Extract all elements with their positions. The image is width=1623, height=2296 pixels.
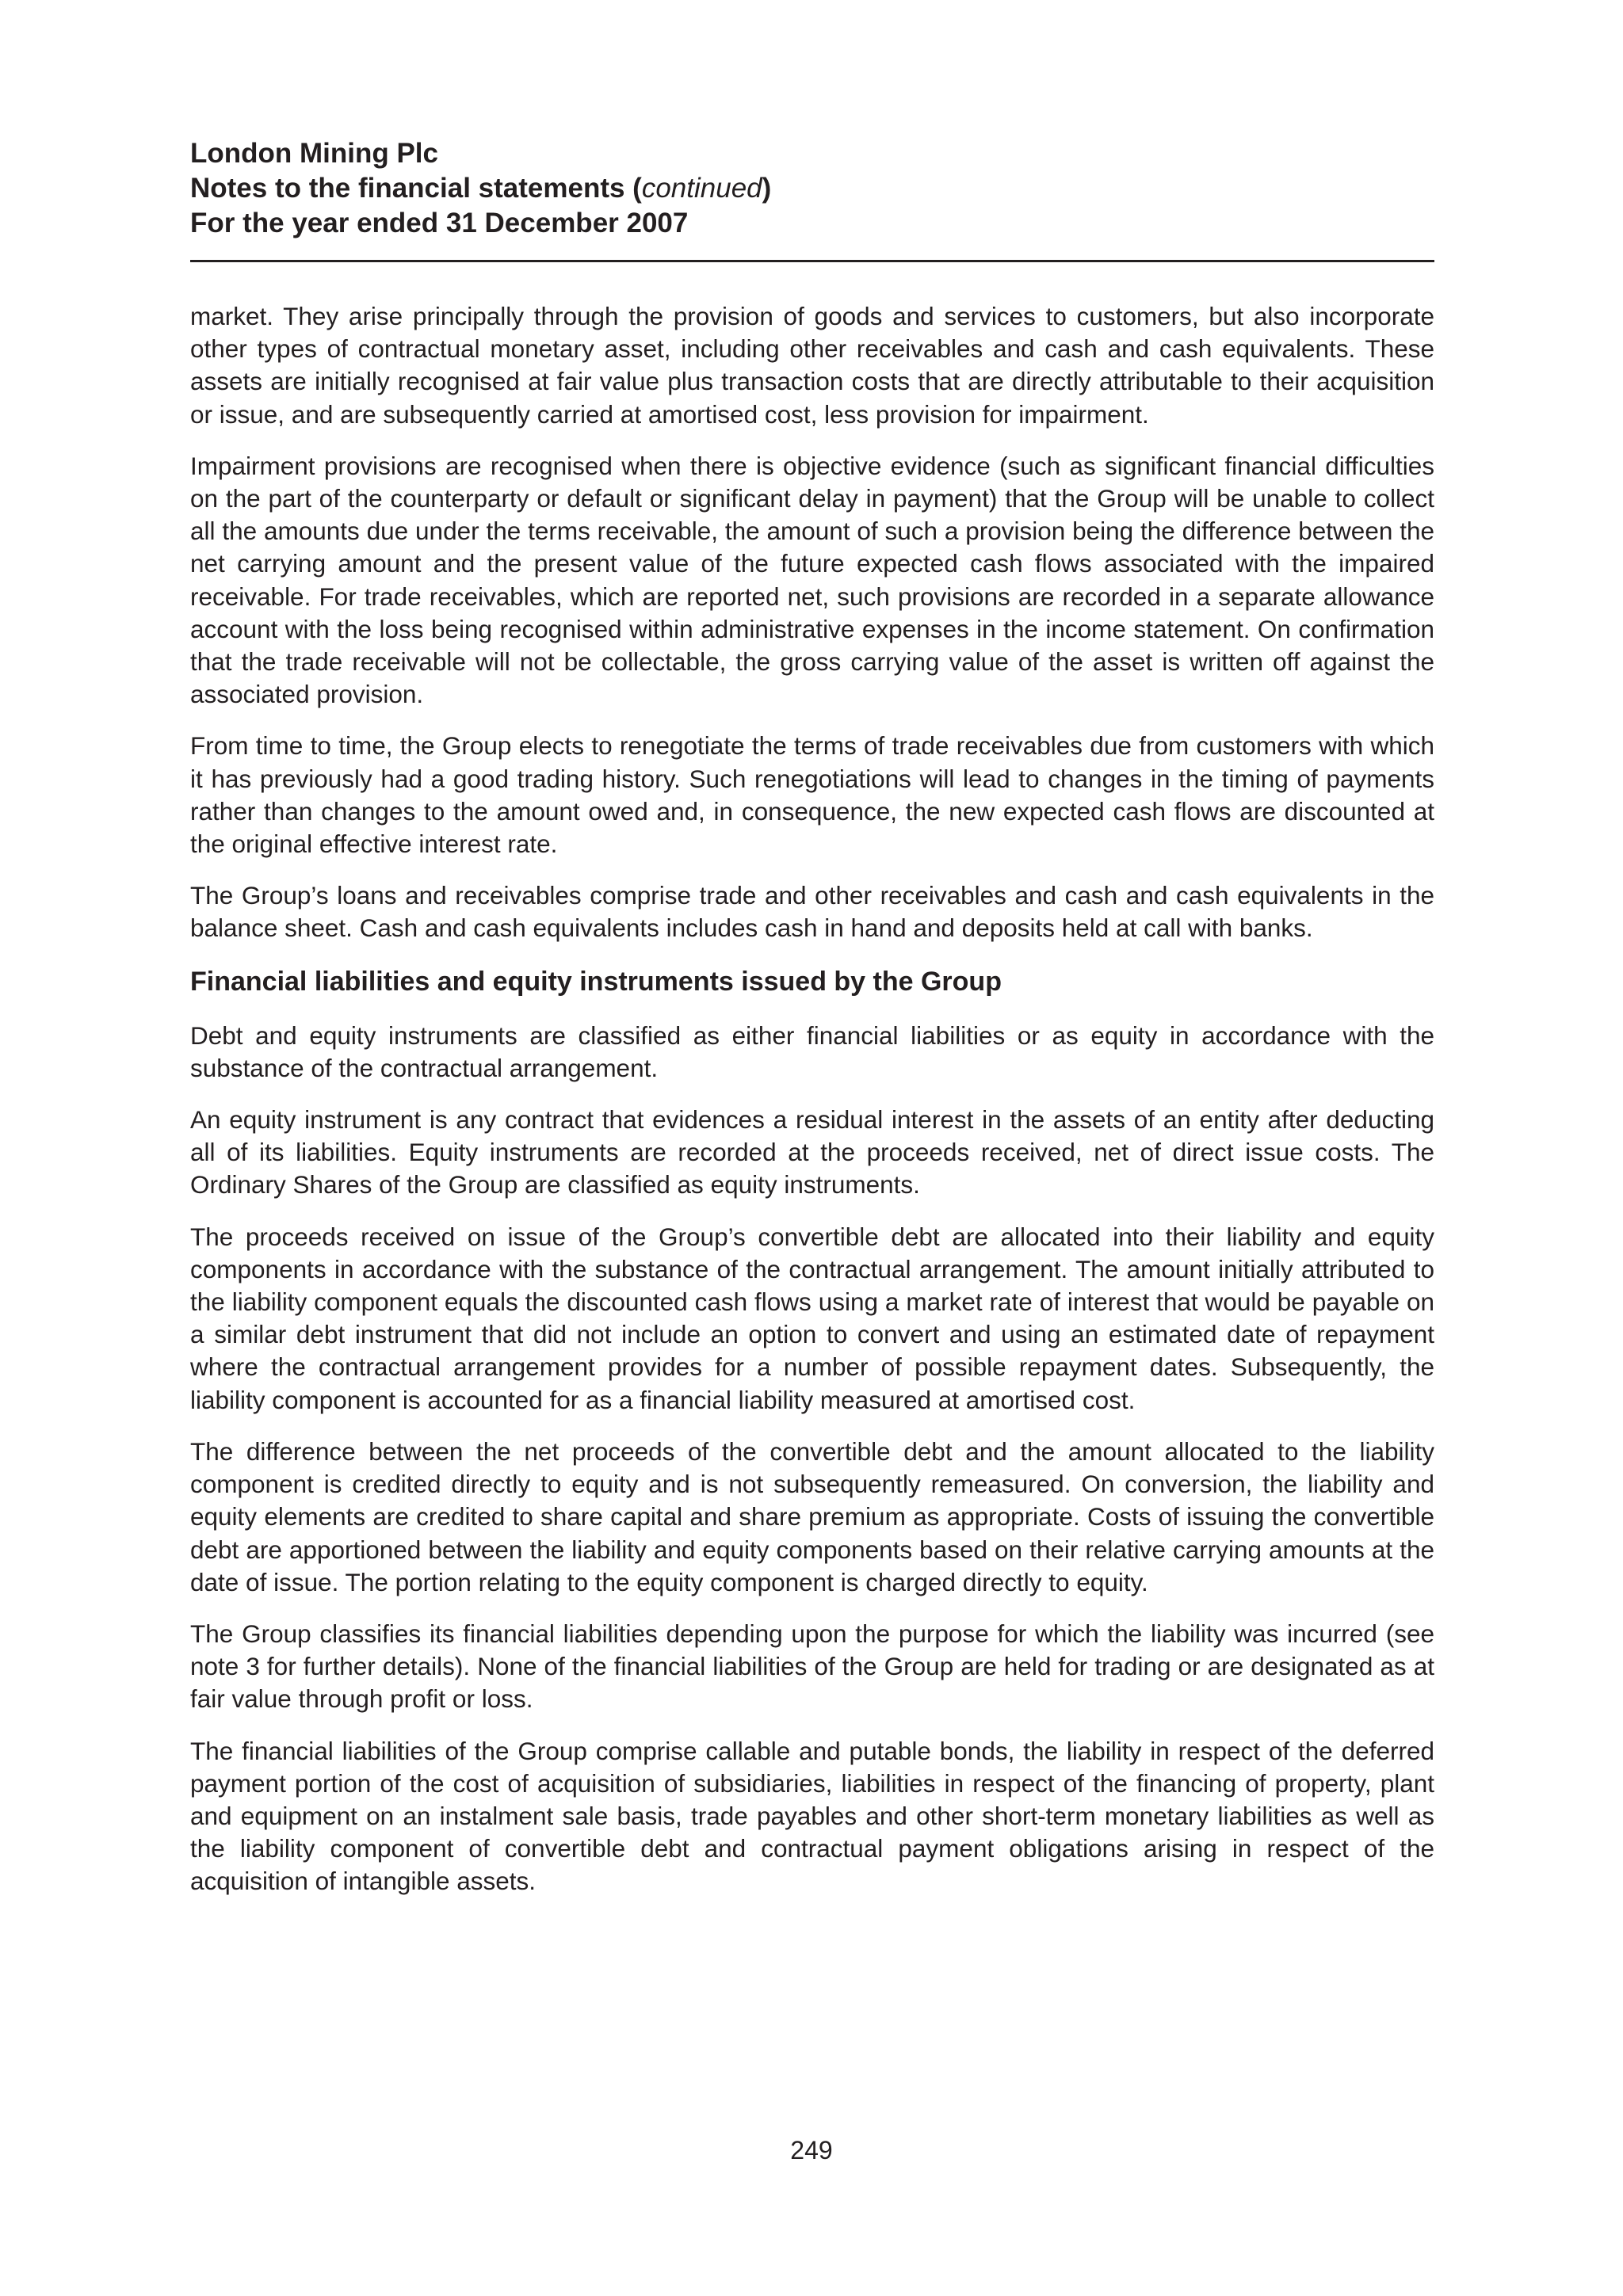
header-divider: [190, 260, 1434, 262]
paragraph: The Group’s loans and receivables comprise trade and other receivables and cash and cash equivalents in the balance sheet. Cash and cash equivalents includes cash in hand and deposits held at call with banks.: [190, 881, 1434, 943]
notes-title-text: Notes to the financial statements (: [190, 173, 642, 204]
paragraph: Impairment provisions are recognised when there is objective evidence (such as significant financial difficulties on the part of the counterparty or default or significant delay in payment) that the Group will be unable to collect all the amounts due under the terms receivable, the amount of such a provision being the difference between the net carrying amount and the present value of the future expected cash flows associated with the impaired receivable. For trade receivables, which are reported net, such provisions are recorded in a separate allowance account with the loss being recognised within administrative expenses in the income statement. On confirmation that the trade receivable will not be collectable, the gross carrying value of the asset is written off against the associated provision.: [190, 451, 1434, 709]
body-text: [190, 300, 1434, 1898]
document-page: [190, 136, 1434, 1917]
paragraph: The financial liabilities of the Group comprise callable and putable bonds, the liability in respect of the deferred payment portion of the cost of acquisition of subsidiaries, liabilities in respect of the financing of property, plant and equipment on an instalment sale basis, trade payables and other short-term monetary liabilities as well as the liability component of convertible debt and contractual payment obligations arising in respect of the acquisition of intangible assets.: [190, 1736, 1434, 1896]
page-header: [190, 136, 1434, 241]
paragraph: From time to time, the Group elects to renegotiate the terms of trade receivables due from customers with which it has previously had a good trading history. Such renegotiations will lead to changes in the timing of payments rather than changes to the amount owed and, in consequence, the new expected cash flows are discounted at the original effective interest rate.: [190, 731, 1434, 859]
paragraph: An equity instrument is any contract that evidences a residual interest in the assets of an entity after deducting all of its liabilities. Equity instruments are recorded at the proceeds received, net of direct issue costs. The Ordinary Shares of the Group are classified as equity instruments.: [190, 1105, 1434, 1199]
paragraph: Debt and equity instruments are classified as either financial liabilities or as equity in accordance with the substance of the contractual arrangement.: [190, 1020, 1434, 1082]
notes-title: [190, 171, 1434, 206]
paragraph: The difference between the net proceeds of the convertible debt and the amount allocated to the liability component is credited directly to equity and is not subsequently remeasured. On conversion, the liability and equity elements are credited to share capital and share premium as appropriate. Costs of issuing the convertible debt are apportioned between the liability and equity components based on their relative carrying amounts at the date of issue. The portion relating to the equity component is charged directly to equity.: [190, 1436, 1434, 1596]
paragraph: The Group classifies its financial liabilities depending upon the purpose for which the liability was incurred (see note 3 for further details). None of the financial liabilities of the Group are held for trading or are designated as at fair value through profit or loss.: [190, 1619, 1434, 1714]
paragraph: market. They arise principally through the provision of goods and services to customers, but also incorporate other types of contractual monetary asset, including other receivables and cash and cash equivalents. These assets are initially recognised at fair value plus transaction costs that are directly attributable to their acquisition or issue, and are subsequently carried at amortised cost, less provision for impairment.: [190, 302, 1434, 429]
continued-label: continued: [641, 173, 762, 204]
page-number: 249: [790, 2136, 833, 2164]
reporting-period: For the year ended 31 December 2007: [190, 208, 689, 238]
section-heading: Financial liabilities and equity instruments issued by the Group: [190, 966, 1002, 997]
notes-title-close: ): [762, 173, 772, 204]
paragraph: The proceeds received on issue of the Group’s convertible debt are allocated into their liability and equity components in accordance with the substance of the contractual arrangement. The amount initially attributed to the liability component equals the discounted cash flows using a market rate of interest that would be payable on a similar debt instrument that did not include an option to convert and using an estimated date of repayment where the contractual arrangement provides for a number of possible repayment dates. Subsequently, the liability component is accounted for as a financial liability measured at amortised cost.: [190, 1222, 1434, 1414]
company-name: London Mining Plc: [190, 138, 439, 169]
